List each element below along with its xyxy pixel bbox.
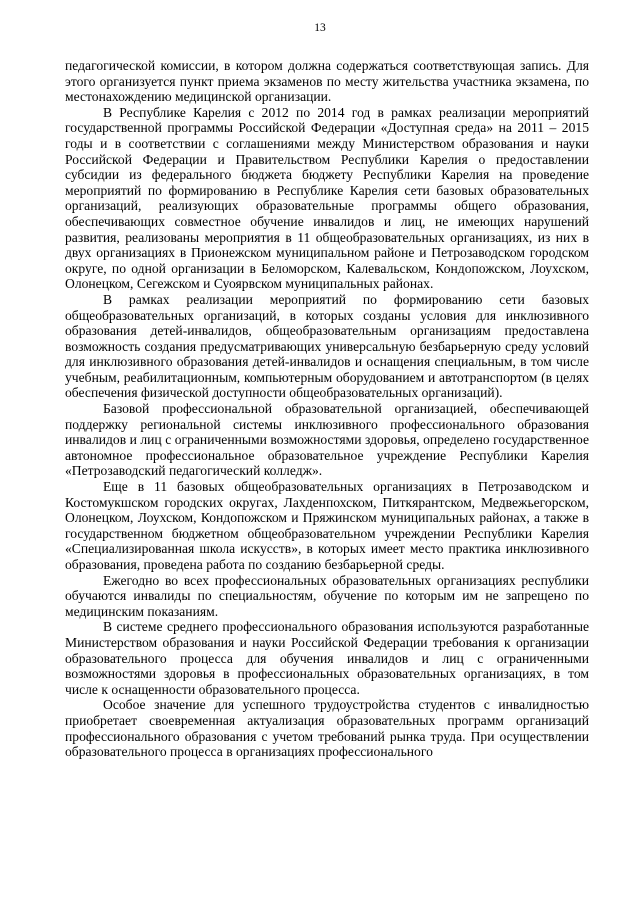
paragraph-continuation: педагогической комиссии, в котором должна содержаться соответствующая запись. Для этого организуется пункт приема экзаменов по месту жительства участника экзамена, по местонахождению медицинской организации. (65, 58, 589, 105)
paragraph-barrier-free-schools: Еще в 11 базовых общеобразовательных организациях в Петрозаводском и Костомукшском городских округах, Лахденпохском, Питкярантском, Медвежьегорском, Олонецком, Лоухском, Кондопожском и Пряжинском муниципальных районах, а также в государственном бюджетном общеобразовательном учреждении Республики Карелия «Специализированная школа искусств», в которых имеет место практика инклюзивного образования, проведена работа по созданию безбарьерной среды. (65, 479, 589, 572)
page-number: 13 (314, 22, 326, 34)
paragraph-pedagogical-college: Базовой профессиональной образовательной организацией, обеспечивающей поддержку региональной системы инклюзивного профессионального образования инвалидов и лиц с ограниченными возможностями здоровья, определено государственное автономное профессиональное образовательное учреждение Республики Карелия «Петрозаводский педагогический колледж». (65, 401, 589, 479)
page-body (65, 58, 589, 760)
paragraph-annual-training: Ежегодно во всех профессиональных образовательных организациях республики обучаются инвалиды по специальностям, обучение по которым им не запрещено по медицинским показаниям. (65, 572, 589, 619)
paragraph-base-schools-network: В рамках реализации мероприятий по формированию сети базовых общеобразовательных организаций, в которых созданы условия для инклюзивного образования детей-инвалидов, общеобразовательным организациям предоставлена возможность создания предусматривающих универсальную безбарьерную среду условий для инклюзивного образования детей-инвалидов и оснащения специальным, в том числе учебным, реабилитационным, компьютерным оборудованием и автотранспортом (в целях обеспечения физической доступности общеобразовательных организаций). (65, 291, 589, 401)
paragraph-vocational-requirements: В системе среднего профессионального образования используются разработанные Министерством образования и науки Российской Федерации требования к организации образовательного процесса для обучения инвалидов и лиц с ограниченными возможностями здоровья в профессиональных образовательных организациях, в том числе к оснащенности образовательного процесса. (65, 619, 589, 697)
paragraph-employment: Особое значение для успешного трудоустройства студентов с инвалидностью приобретает своевременная актуализация образовательных программ организаций профессионального образования с учетом требований рынка труда. При осуществлении образовательного процесса в организациях профессионального (65, 697, 589, 760)
paragraph-accessible-environment-program: В Республике Карелия с 2012 по 2014 год в рамках реализации мероприятий государственной программы Российской Федерации «Доступная среда» на 2011 – 2015 годы и в соответствии с соглашениями между Министерством образования и науки Российской Федерации и Правительством Республики Карелия о предоставлении субсидии из федерального бюджета бюджету Республики Карелия на проведение мероприятий по формированию в Республике Карелия сети базовых образовательных организаций, реализующих образовательные программы общего образования, обеспечивающих совместное обучение инвалидов и лиц, не имеющих нарушений развития, реализованы мероприятия в 11 общеобразовательных организациях, из них в двух организациях в Прионежском муниципальном районе и Петрозаводском городском округе, по одной организации в Беломорском, Калевальском, Кондопожском, Лоухском, Олонецком, Сегежском и Суоярвском муниципальных районах. (65, 104, 589, 292)
